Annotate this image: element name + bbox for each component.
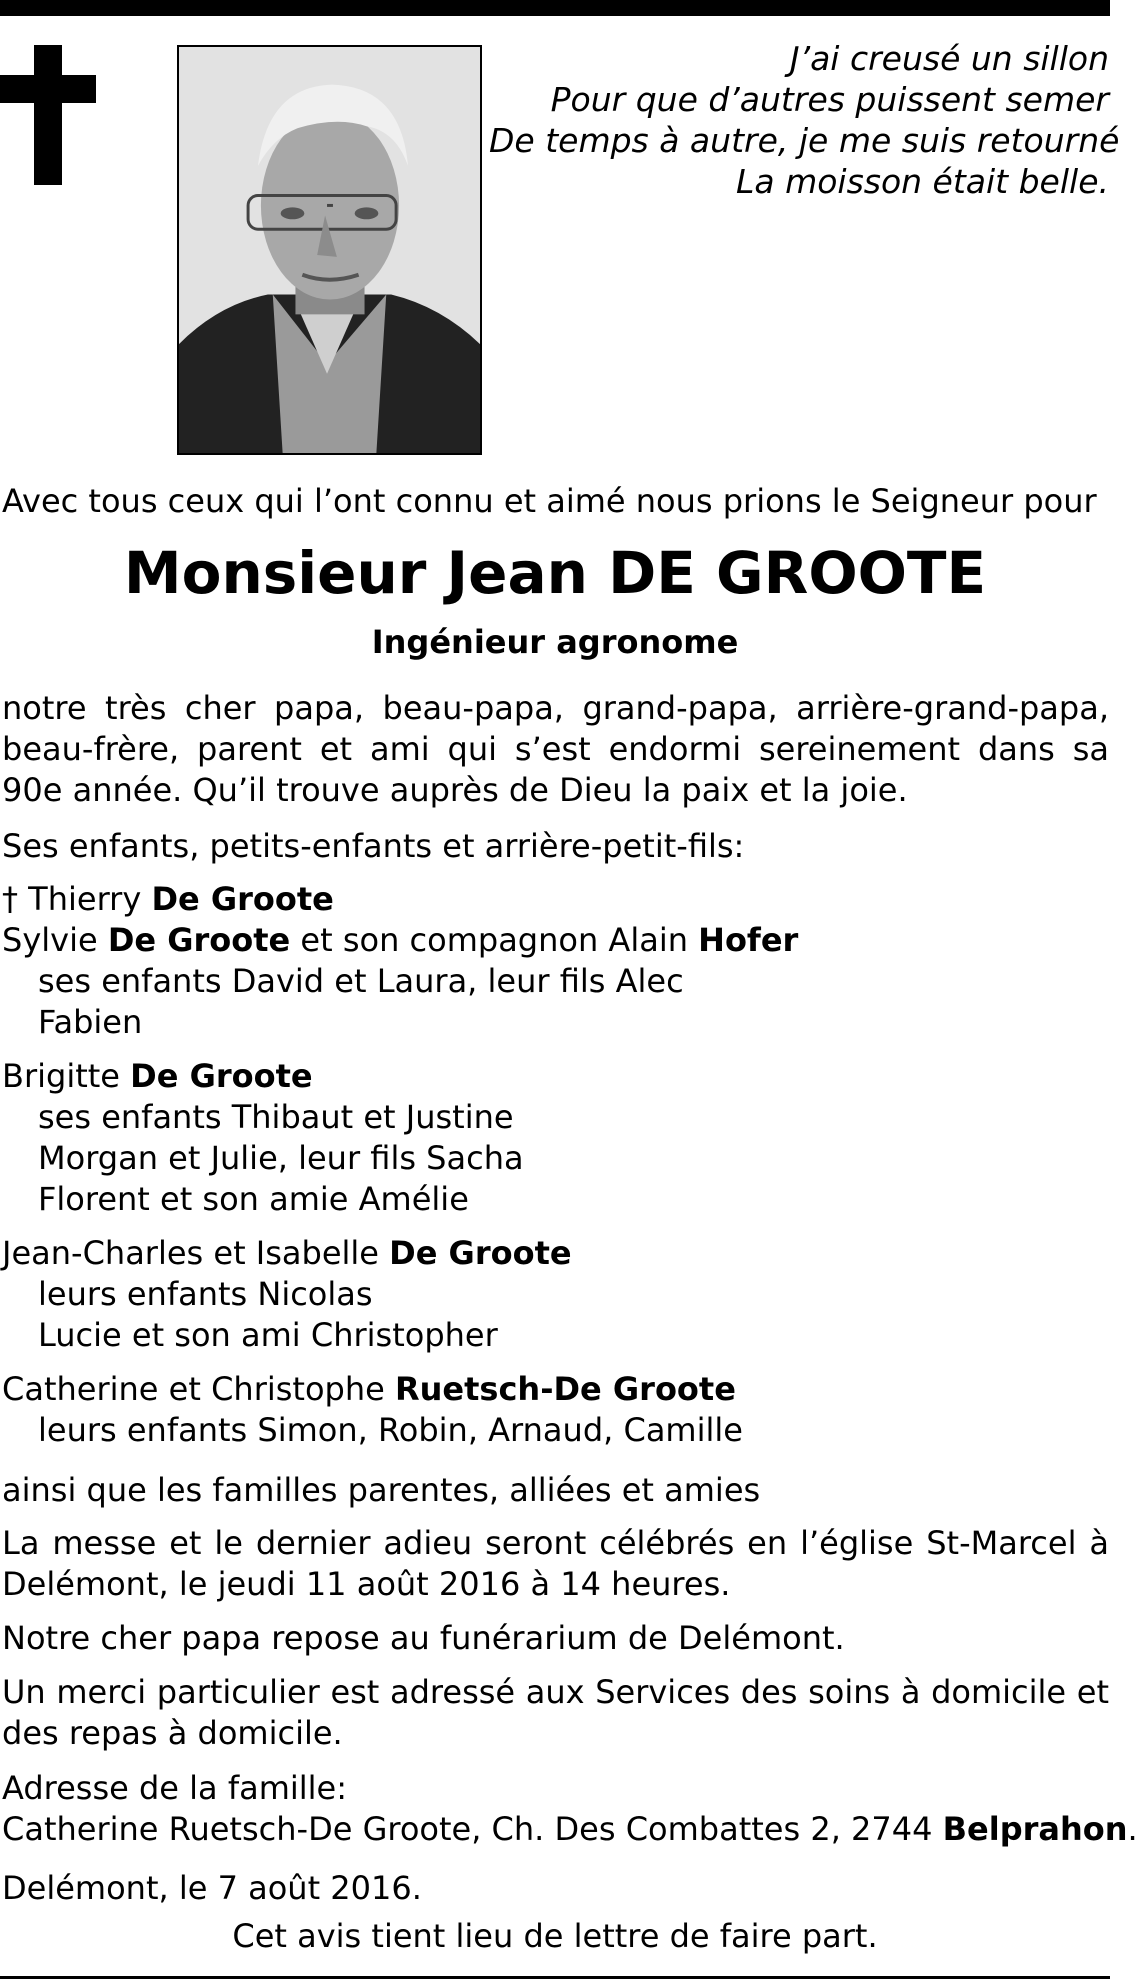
poem-line: J’ai creusé un sillon [789, 39, 1109, 78]
family-member: † Thierry De Groote [2, 880, 334, 918]
family-member: Brigitte De Groote [2, 1057, 313, 1095]
family-descendants: ses enfants Thibaut et Justine [38, 1098, 514, 1136]
family-list [2, 879, 1109, 1451]
cross-icon [0, 45, 96, 185]
closing-note: Cet avis tient lieu de lettre de faire part. [232, 1917, 878, 1955]
family-member: Jean-Charles et Isabelle De Groote [2, 1234, 572, 1272]
family-member: Sylvie De Groote et son compagnon Alain Hofer [2, 921, 799, 959]
family-address [2, 1768, 1138, 1850]
address-label: Adresse de la famille: [2, 1769, 348, 1807]
family-descendants: leurs enfants Simon, Robin, Arnaud, Camille [38, 1411, 743, 1449]
bottom-rule [0, 1976, 1110, 1979]
address-line: Catherine Ruetsch-De Groote, Ch. Des Combattes 2, 2744 Belprahon. [2, 1810, 1138, 1848]
profession: Ingénieur agronome [371, 623, 739, 661]
family-descendants: ses enfants David et Laura, leur fils Alec [38, 962, 684, 1000]
poem-line: Pour que d’autres puissent semer [550, 80, 1109, 119]
poem [489, 38, 1120, 202]
poem-line: La moisson était belle. [735, 162, 1109, 201]
family-heading: Ses enfants, petits-enfants et arrière-petit-fils: [2, 827, 745, 865]
family-descendants: Florent et son amie Amélie [38, 1180, 469, 1218]
deceased-name: Monsieur Jean DE GROOTE [123, 539, 987, 607]
family-descendants: Morgan et Julie, leur fils Sacha [38, 1139, 524, 1177]
description: notre très cher papa, beau-papa, grand-papa, arrière-grand-papa, beau-frère, parent et ami qui s’est endormi sereinement dans sa 90e année. Qu’il trouve auprès de Dieu la paix et la joie. [2, 689, 1109, 809]
family-descendants: Fabien [38, 1003, 143, 1041]
mass-details: La messe et le dernier adieu seront célébrés en l’église St-Marcel à Delémont, le jeudi 11 août 2016 à 14 heures. [2, 1524, 1109, 1603]
rest-place: Notre cher papa repose au funérarium de Delémont. [2, 1619, 845, 1657]
intro-line: Avec tous ceux qui l’ont connu et aimé nous prions le Seigneur pour [2, 482, 1097, 520]
family-member: Catherine et Christophe Ruetsch-De Groote [2, 1370, 736, 1408]
family-descendants: Lucie et son ami Christopher [38, 1316, 498, 1354]
family-descendants: leurs enfants Nicolas [38, 1275, 373, 1313]
relatives-line: ainsi que les familles parentes, alliées et amies [2, 1471, 761, 1509]
thanks: Un merci particulier est adressé aux Services des soins à domicile et des repas à domicile. [2, 1673, 1109, 1752]
portrait-photo [177, 45, 482, 455]
poem-line: De temps à autre, je me suis retourné [489, 121, 1120, 160]
top-rule [0, 0, 1110, 16]
dateline: Delémont, le 7 août 2016. [2, 1869, 422, 1907]
